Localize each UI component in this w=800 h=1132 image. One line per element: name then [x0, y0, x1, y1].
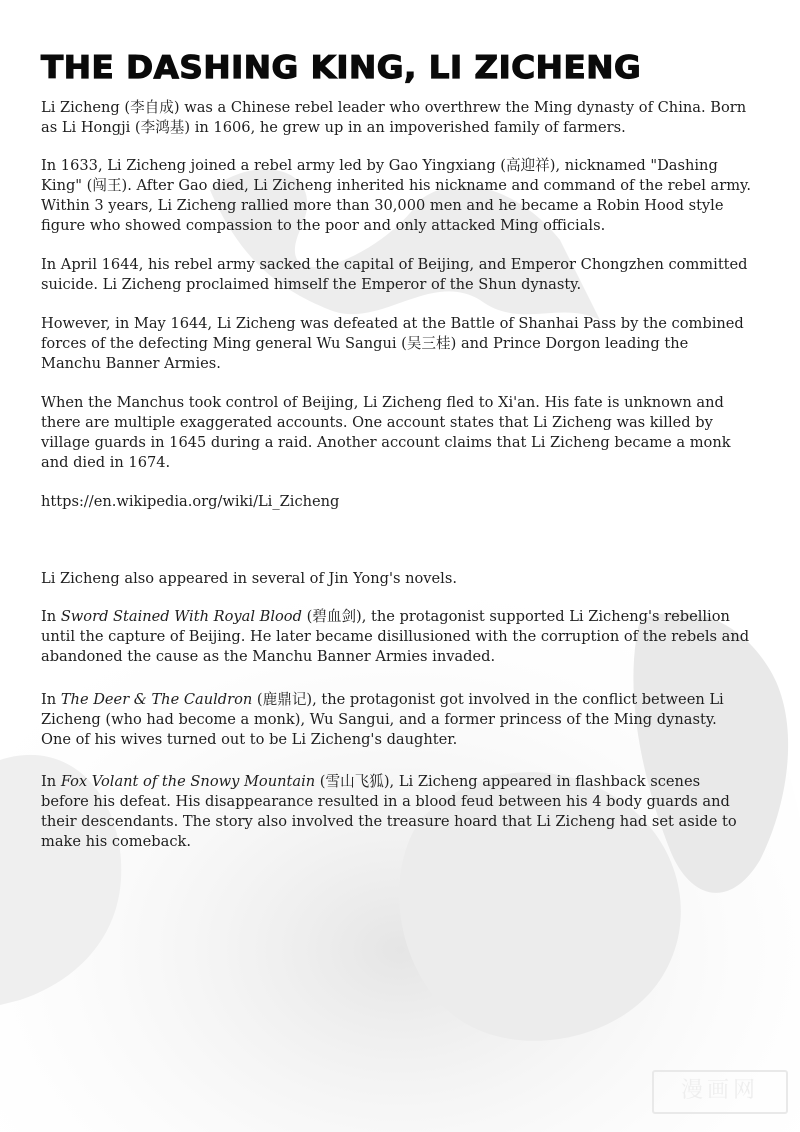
novel-sword-stained	[41, 607, 751, 667]
novel-text: (鹿鼎记), the protagonist got involved in the conflict between Li Zicheng (who had become a monk), Wu Sangui, and a former princess of the Ming dynasty. One of his wives turned out to be Li Zicheng's daughter.	[41, 691, 724, 748]
novel-prefix: In	[41, 691, 61, 708]
novel-title: Fox Volant of the Snowy Mountain	[60, 773, 316, 790]
paragraph-rebel-army: In 1633, Li Zicheng joined a rebel army led by Gao Yingxiang (高迎祥), nicknamed "Dashing King" (闯王). After Gao died, Li Zicheng inherited his nickname and command of the rebel army. Within 3 years, Li Zicheng rallied more than 30,000 men and he became a Robin Hood style figure who showed compassion to the poor and only attacked Ming officials.	[41, 157, 751, 234]
paragraph-beijing: In April 1644, his rebel army sacked the capital of Beijing, and Emperor Chongzhen committed suicide. Li Zicheng proclaimed himself the Emperor of the Shun dynasty.	[41, 256, 748, 293]
novel-text: (雪山飞狐), Li Zicheng appeared in flashback scenes before his defeat. His disappearance resulted in a blood feud between his 4 body guards and their descendants. The story also involved the treasure hoard that Li Zicheng had set aside to make his comeback.	[41, 773, 737, 850]
paragraph-novels-intro: Li Zicheng also appeared in several of Jin Yong's novels.	[41, 570, 457, 587]
novel-title: The Deer & The Cauldron	[60, 691, 253, 708]
paragraph-fate: When the Manchus took control of Beijing, Li Zicheng fled to Xi'an. His fate is unknown and there are multiple exaggerated accounts. One account states that Li Zicheng was killed by village guards in 1645 during a raid. Another account claims that Li Zicheng became a monk and died in 1674.	[41, 394, 731, 471]
novel-prefix: In	[41, 608, 61, 625]
novel-fox-volant	[41, 772, 751, 852]
source-link[interactable]: https://en.wikipedia.org/wiki/Li_Zicheng	[41, 493, 340, 510]
paragraph-biography: Li Zicheng (李自成) was a Chinese rebel leader who overthrew the Ming dynasty of China. Born as Li Hongji (李鸿基) in 1606, he grew up in an impoverished family of farmers.	[41, 99, 747, 136]
paragraph-defeat: However, in May 1644, Li Zicheng was defeated at the Battle of Shanhai Pass by the combined forces of the defecting Ming general Wu Sangui (吴三桂) and Prince Dorgon leading the Manchu Banner Armies.	[41, 315, 744, 372]
page-title: THE DASHING KING, LI ZICHENG	[41, 50, 642, 86]
novel-deer-cauldron	[41, 690, 751, 750]
novel-text: (碧血剑), the protagonist supported Li Zicheng's rebellion until the capture of Beijing. He later became disillusioned with the corruption of the rebels and abandoned the cause as the Manchu Banner Armies invaded.	[41, 608, 750, 665]
watermark-logo: 漫画网	[652, 1070, 788, 1114]
novel-title: Sword Stained With Royal Blood	[60, 608, 302, 625]
novel-prefix: In	[41, 773, 61, 790]
